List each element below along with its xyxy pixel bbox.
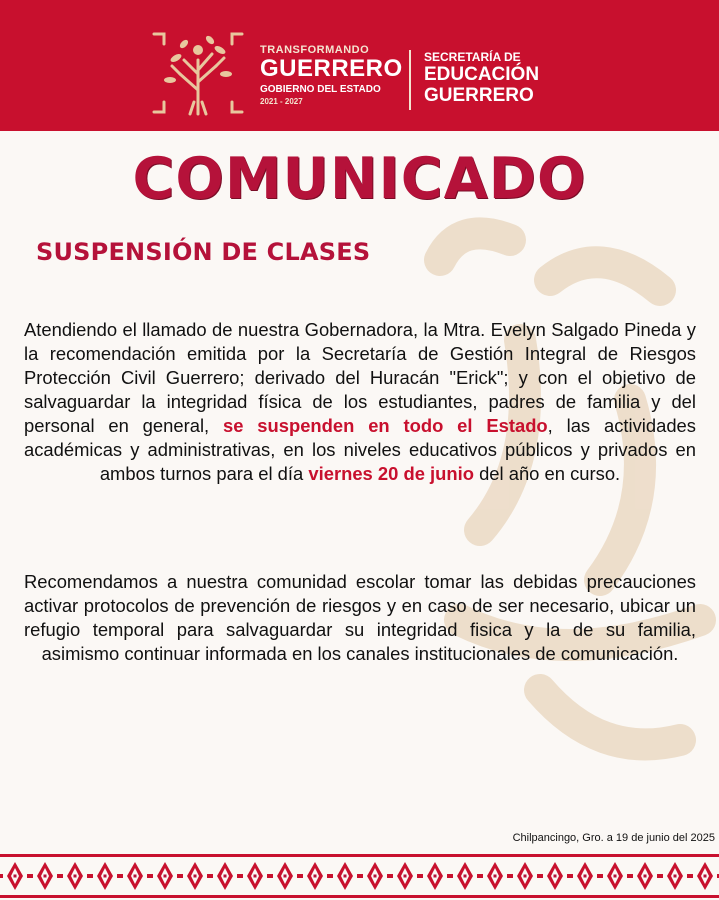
gov-tagline: TRANSFORMANDO [260,44,370,56]
gov-subtitle: GOBIERNO DEL ESTADO [260,84,381,95]
page-title: COMUNICADO [132,146,587,212]
gov-state-name: GUERRERO [260,55,403,82]
sec-name-line1: EDUCACIÓN [424,64,540,85]
paragraph-text: del año en curso. [473,463,621,484]
header-banner [0,0,719,131]
paragraph-text: Atendiendo el llamado de nuestra Gobernadora, la Mtra. Evelyn Salgado Pineda y la recomendación emitida por la Secretaría de Gestión Integral de Riesgos Protección Civil Guerrero; derivado del Huracán "Erick"; y con el objetivo de salvaguardar la integridad física de los estudiantes, padres de familia y del personal en general, [24,319,696,436]
recommendation-paragraph: Recomendamos a nuestra comunidad escolar tomar las debidas precauciones activar protocolos de prevención de riesgos y en caso de ser necesario, ubicar un refugio temporal para salvaguardar su integridad fisica y la de su familia, asimismo continuar informada en los canales institucionales de comunicación. [24,571,696,664]
embroidery-border-icon [0,852,719,900]
header-divider [409,50,411,110]
secretariat-logo-text [424,50,539,106]
highlight-date: viernes 20 de junio [308,463,474,484]
gov-years: 2021 - 2027 [260,97,303,106]
sec-name-line2: GUERRERO [424,85,534,106]
government-logo-text [260,44,403,106]
announcement-paragraph [24,318,696,486]
footer-date: Chilpancingo, Gro. a 19 de junio del 2025 [512,832,715,844]
highlight-suspension: se suspenden en todo el Estado [222,415,548,436]
sec-prefix: SECRETARÍA DE [424,50,521,64]
page-subtitle: SUSPENSIÓN DE CLASES [36,238,371,266]
paragraph-text: , las actividades académicas y administrativas, en los niveles educativos públicos y privados en ambos turnos para el día [24,415,696,484]
tree-logo-icon [150,30,246,116]
background-watermark-icon [400,200,719,840]
